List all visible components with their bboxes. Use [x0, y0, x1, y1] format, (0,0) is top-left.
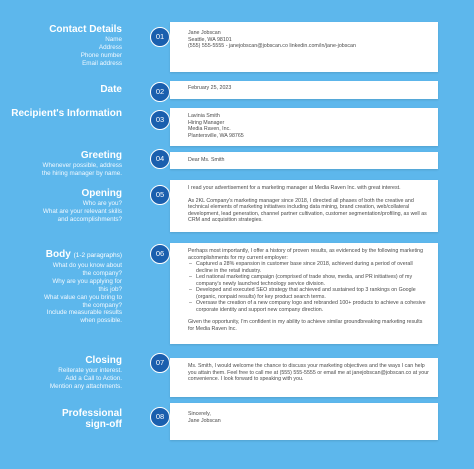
desc-line: What do you know about: [52, 262, 122, 269]
desc-line: Reiterate your interest.: [58, 367, 122, 374]
desc-line: Why are you applying for: [52, 277, 122, 285]
step-number-badge: 07: [150, 353, 170, 373]
content-card: [170, 81, 438, 99]
card-paragraph: As 2KL Company's marketing manager since 2018, I directed all phases of both the creative and technical elements of marketing initiatives including data mining, brand creation, web/collateral development, lead generation, channel partner cultivation, customer segmentation/profiling, as well as CRM and acquisition strategies.: [188, 197, 427, 223]
desc-line: Mention any attachments.: [49, 382, 122, 390]
section-description: [4, 262, 122, 325]
list-item: – Led national marketing campaign (comprised of trade show, media, and PR initiatives) of my company's newly launched technology service division.: [196, 274, 430, 287]
desc-line: Whenever possible, address: [42, 162, 122, 169]
section-description: [4, 36, 122, 68]
section-heading: Closing: [85, 355, 122, 366]
section-description: [4, 200, 122, 224]
card-line: Plantersville, WA 98765: [188, 132, 244, 139]
section-label: [4, 188, 122, 224]
content-card: [170, 358, 438, 397]
step-number-badge: 08: [150, 407, 170, 427]
content-card: [170, 152, 438, 169]
card-line: Jane Jobscan: [188, 30, 221, 36]
step-number-badge: 06: [150, 244, 170, 264]
card-paragraph: I read your advertisement for a marketing manager at Media Raven Inc. with great interest.: [188, 185, 401, 191]
section-heading: Opening: [81, 188, 122, 199]
step-number-badge: 04: [150, 149, 170, 169]
section-heading: Contact Details: [49, 24, 122, 35]
content-card: [170, 180, 438, 232]
card-line: Media Raven, Inc.: [188, 126, 231, 132]
desc-line: the hiring manager by name.: [41, 169, 122, 177]
section-heading: [4, 249, 122, 261]
card-line: Lavinia Smith: [188, 113, 220, 119]
card-paragraph: Perhaps most importantly, I offer a history of proven results, as evidenced by the following marketing accomplishments for my current employer:: [188, 248, 424, 261]
content-card: [170, 108, 438, 146]
section-heading: Greeting: [80, 150, 122, 161]
desc-line: this job?: [98, 285, 122, 293]
card-paragraph: Ms. Smith, I would welcome the chance to discuss your marketing objectives and the ways I can help you attain them. Feel free to call me at (555) 555-5555 or email me at janejobscan@jobscan.co at your convenience. I look forward to speaking with you.: [188, 363, 429, 382]
section-description: [4, 162, 122, 178]
card-line: Hiring Manager: [188, 119, 225, 126]
card-paragraph: Given the opportunity, I'm confident in my ability to achieve similar groundbreaking marketing results for Media Raven Inc.: [188, 319, 423, 332]
desc-line: Address: [98, 43, 122, 51]
step-number-badge: 02: [150, 82, 170, 102]
card-line: (555) 555-5555 - janejobscan@jobscan.co linkedin.com/in/jane-jobscan: [188, 43, 356, 49]
card-line: Dear Ms. Smith: [188, 157, 225, 163]
card-line: Jane Jobscan: [188, 417, 221, 424]
content-card: [170, 243, 438, 344]
desc-line: the company?: [82, 301, 122, 309]
desc-line: and accomplishments?: [57, 215, 122, 223]
card-line: Seattle, WA 98101: [188, 36, 232, 43]
section-label: [4, 249, 122, 325]
card-line: February 25, 2023: [188, 85, 232, 91]
desc-line: What are your relevant skills: [42, 207, 122, 215]
section-heading: Recipient's Information: [11, 108, 122, 119]
content-card: [170, 403, 438, 440]
step-number-badge: 01: [150, 27, 170, 47]
step-number-badge: 05: [150, 185, 170, 205]
desc-line: the company?: [82, 269, 122, 277]
section-description: [4, 367, 122, 391]
list-item: – Captured a 28% expansion in customer base since 2018, achieved during a period of overall decline in the retail industry.: [196, 261, 430, 274]
section-heading: Date: [100, 84, 122, 95]
section-label: [4, 84, 122, 95]
desc-line: Add a Call to Action.: [65, 374, 122, 382]
desc-line: Phone number: [80, 51, 122, 59]
desc-line: What value can you bring to: [43, 293, 122, 301]
list-item: – Oversaw the creation of a new company logo and rebranded 100+ products to achieve a cohesive corporate identity and support new company direction.: [196, 300, 430, 313]
step-number-badge: 03: [150, 110, 170, 130]
card-line: Sincerely,: [188, 411, 211, 417]
section-label: [4, 24, 122, 68]
section-label: [4, 355, 122, 391]
list-item: – Developed and executed SEO strategy that achieved and sustained top 3 rankings on Google (organic, nonpaid results) for key product search terms.: [196, 287, 430, 300]
heading-subtext: (1-2 paragraphs): [73, 252, 122, 259]
section-label: [4, 108, 122, 119]
desc-line: Who are you?: [82, 200, 122, 207]
heading-text: Body: [45, 249, 71, 260]
content-card: [170, 22, 438, 72]
desc-line: Name: [105, 36, 122, 43]
section-label: [4, 408, 122, 430]
section-heading: Professional sign-off: [61, 408, 122, 430]
desc-line: Include measurable results: [46, 309, 122, 317]
desc-line: Email address: [82, 59, 122, 67]
desc-line: when possible.: [80, 317, 122, 325]
section-label: [4, 150, 122, 178]
accomplishment-list: [188, 261, 430, 313]
